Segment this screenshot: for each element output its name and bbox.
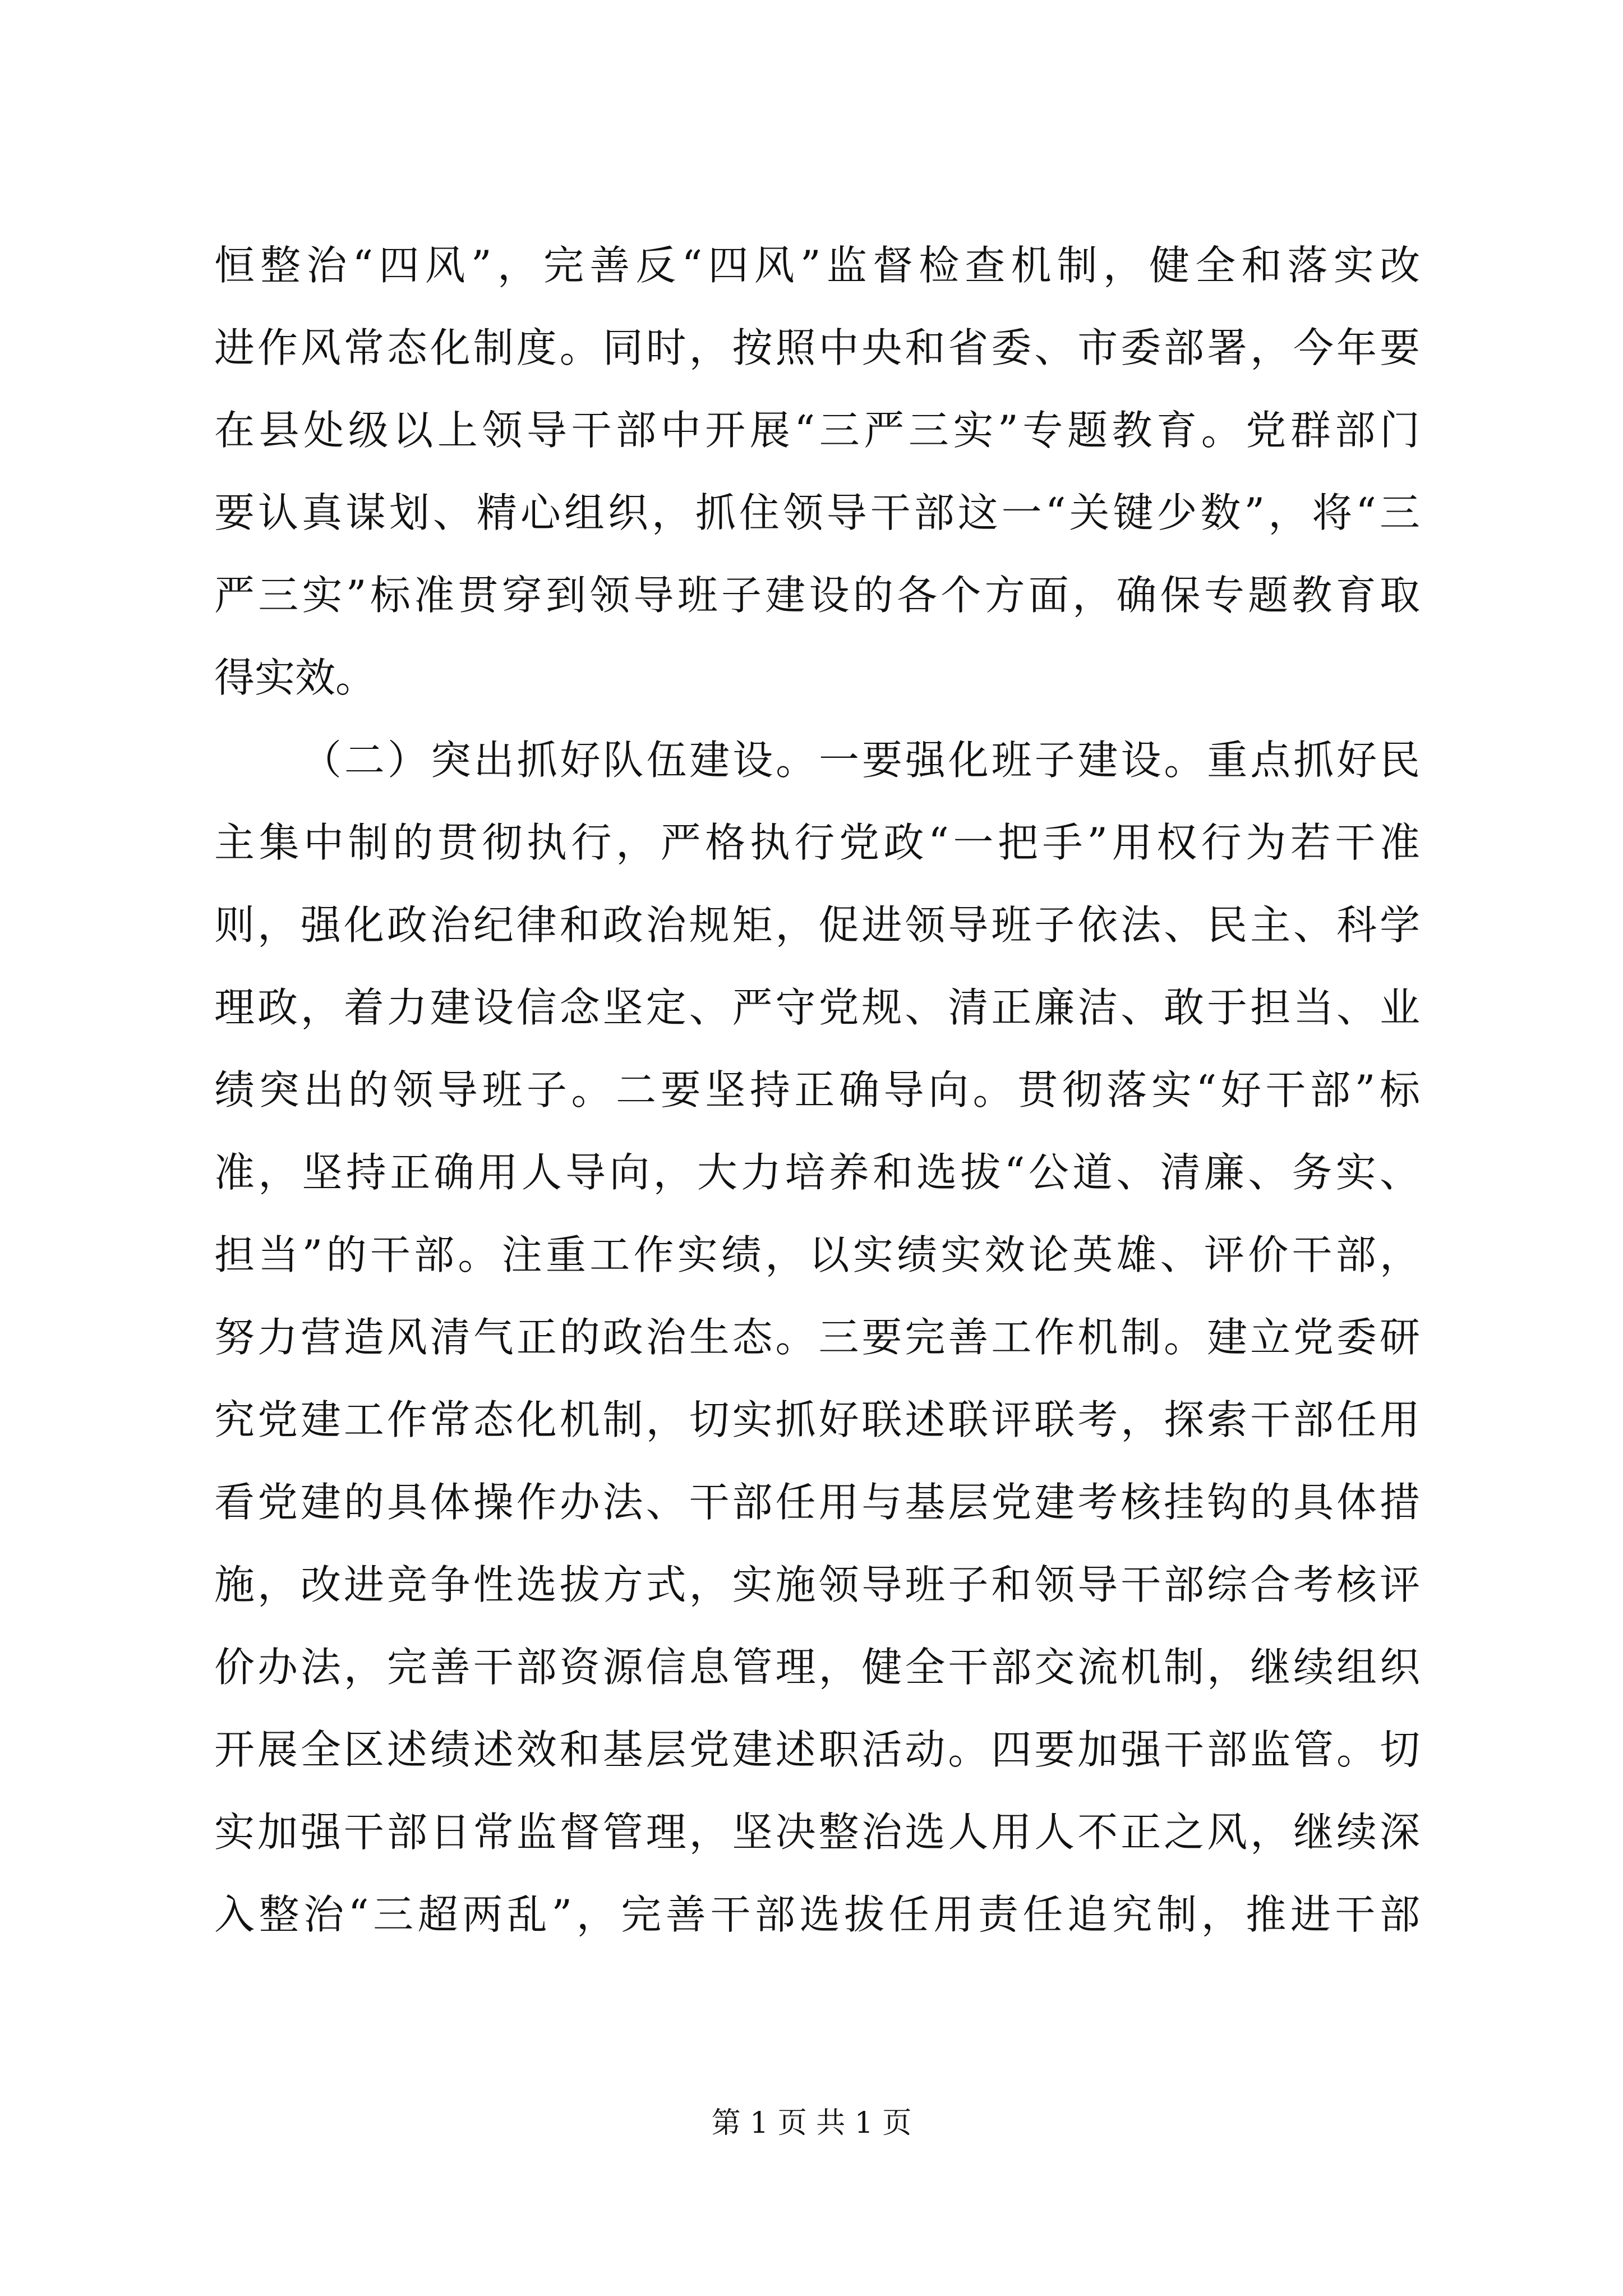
text-line: 究党建工作常态化机制，切实抓好联述联评联考，探索干部任用 xyxy=(214,1396,1420,1443)
text-line: 实加强干部日常监督管理，坚决整治选人用人不正之风，继续深 xyxy=(214,1809,1420,1856)
text-line: 进作风常态化制度。同时，按照中央和省委、市委部署，今年要 xyxy=(214,324,1420,371)
text-line: （二）突出抓好队伍建设。一要强化班子建设。重点抓好民 xyxy=(301,737,1420,784)
text-line: 理政，着力建设信念坚定、严守党规、清正廉洁、敢于担当、业 xyxy=(214,984,1420,1031)
text-line: 入整治“三超两乱”，完善干部选拔任用责任追究制，推进干部 xyxy=(214,1891,1420,1938)
page-number-footer: 第 1 页 共 1 页 xyxy=(711,2106,912,2140)
text-line: 严三实”标准贯穿到领导班子建设的各个方面，确保专题教育取 xyxy=(214,572,1420,619)
text-line: 努力营造风清气正的政治生态。三要完善工作机制。建立党委研 xyxy=(214,1314,1420,1361)
text-line: 施，改进竞争性选拔方式，实施领导班子和领导干部综合考核评 xyxy=(214,1561,1420,1608)
text-line: 主集中制的贯彻执行，严格执行党政“一把手”用权行为若干准 xyxy=(214,819,1420,866)
paragraph-1 xyxy=(214,224,1420,719)
text-line: 要认真谋划、精心组织，抓住领导干部这一“关键少数”，将“三 xyxy=(214,489,1420,536)
text-line: 在县处级以上领导干部中开展“三严三实”专题教育。党群部门 xyxy=(214,407,1420,454)
text-line: 恒整治“四风”，完善反“四风”监督检查机制，健全和落实改 xyxy=(214,242,1420,289)
paragraph-2 xyxy=(214,719,1420,1956)
text-line: 担当”的干部。注重工作实绩，以实绩实效论英雄、评价干部， xyxy=(214,1231,1420,1278)
text-line: 看党建的具体操作办法、干部任用与基层党建考核挂钩的具体措 xyxy=(214,1479,1420,1526)
text-line: 得实效。 xyxy=(214,654,376,701)
text-line: 开展全区述绩述效和基层党建述职活动。四要加强干部监管。切 xyxy=(214,1726,1420,1773)
text-line: 价办法，完善干部资源信息管理，健全干部交流机制，继续组织 xyxy=(214,1644,1420,1691)
text-line: 则，强化政治纪律和政治规矩，促进领导班子依法、民主、科学 xyxy=(214,901,1420,949)
body-text xyxy=(214,224,1420,1956)
text-line: 绩突出的领导班子。二要坚持正确导向。贯彻落实“好干部”标 xyxy=(214,1066,1420,1114)
text-line: 准，坚持正确用人导向，大力培养和选拔“公道、清廉、务实、 xyxy=(214,1149,1420,1196)
